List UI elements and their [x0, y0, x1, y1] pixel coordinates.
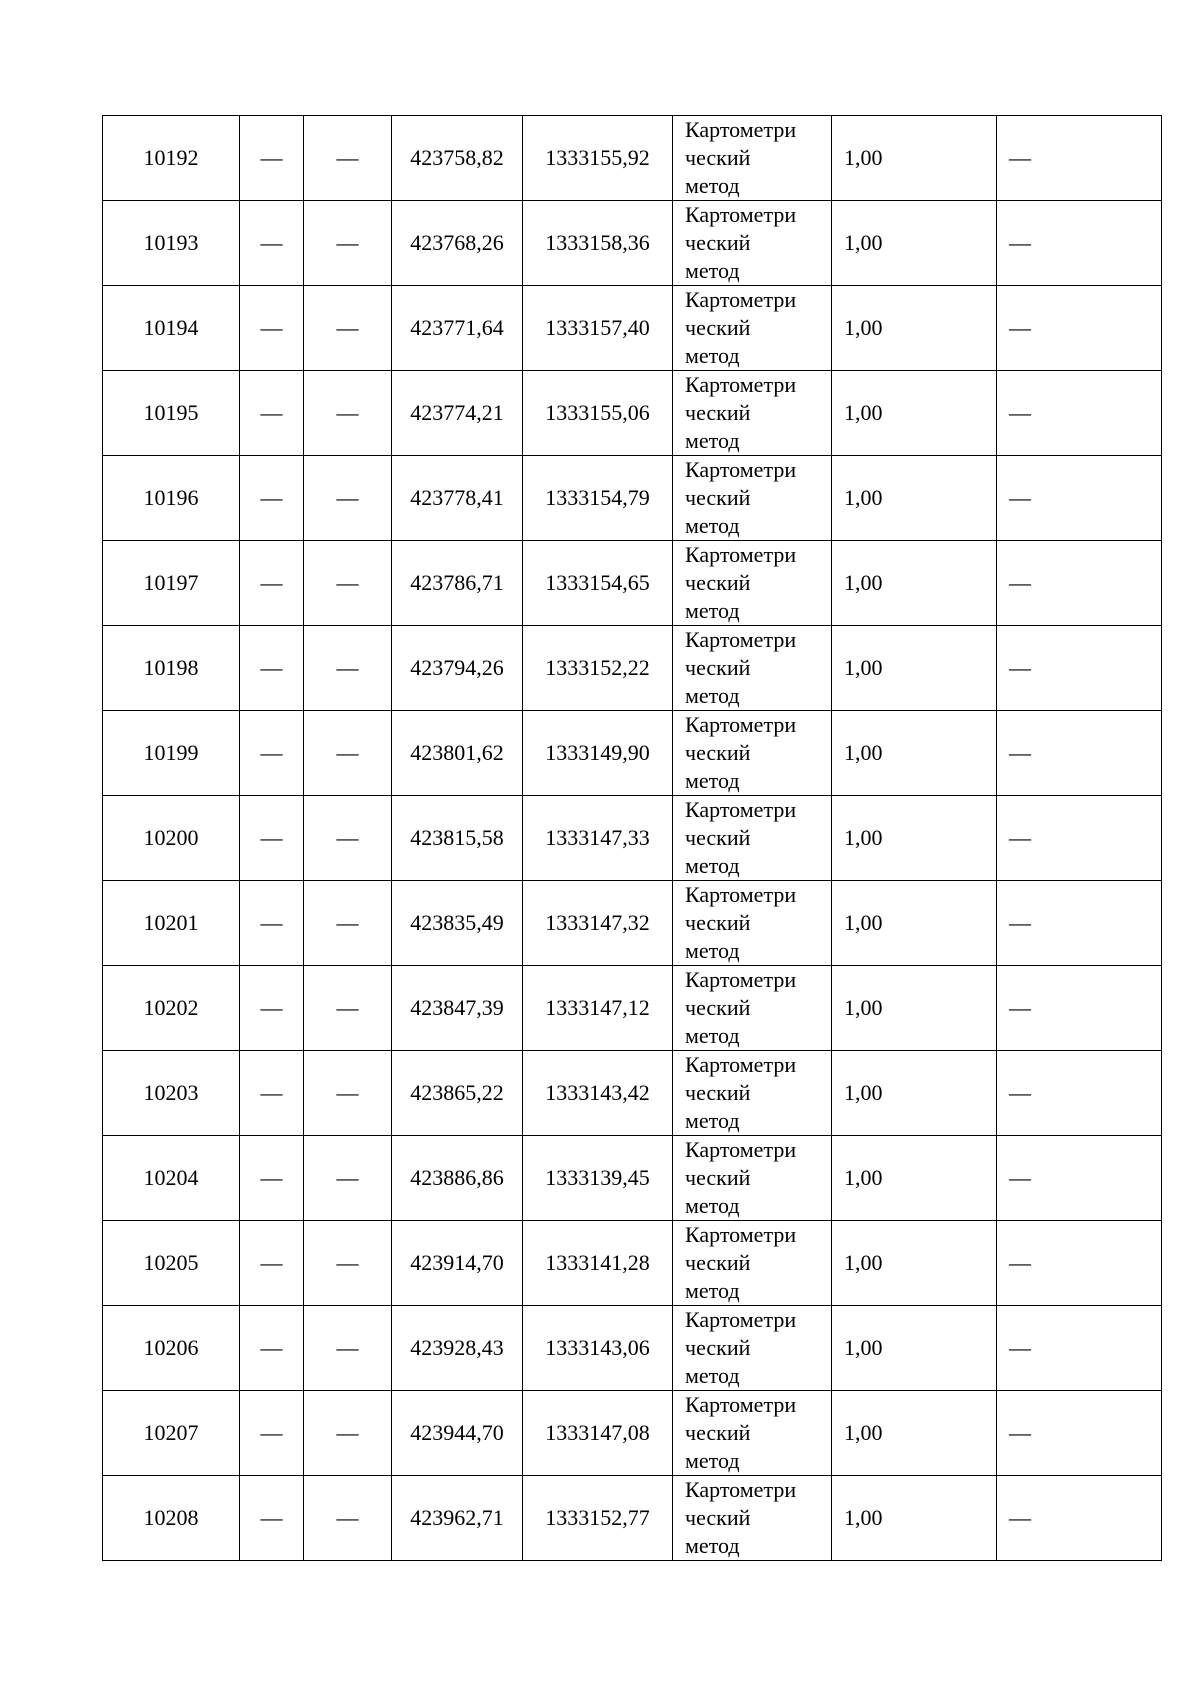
- method-text-line: Картометри: [685, 372, 797, 397]
- x-coordinate: 423835,49: [392, 881, 523, 966]
- method-text-line: Картометри: [685, 1392, 797, 1417]
- point-number: 10199: [103, 711, 240, 796]
- x-coordinate: 423778,41: [392, 456, 523, 541]
- method-cell: [673, 1306, 832, 1391]
- empty-description-cell: —: [997, 1051, 1162, 1136]
- table-row: [103, 541, 1162, 626]
- method-text-line: метод: [685, 173, 740, 198]
- table-row: [103, 116, 1162, 201]
- empty-x-old-cell: —: [240, 796, 304, 881]
- coordinates-table-container: [102, 115, 1162, 1561]
- point-number: 10196: [103, 456, 240, 541]
- empty-y-old-cell: —: [304, 1221, 392, 1306]
- method-text-line: ческий: [685, 1250, 751, 1275]
- table-row: [103, 286, 1162, 371]
- method-text-line: метод: [685, 343, 740, 368]
- method-text-line: ческий: [685, 740, 751, 765]
- method-cell: [673, 371, 832, 456]
- empty-y-old-cell: —: [304, 456, 392, 541]
- empty-x-old-cell: —: [240, 286, 304, 371]
- method-text-line: метод: [685, 1533, 740, 1558]
- method-cell: [673, 201, 832, 286]
- method-text-line: Картометри: [685, 202, 797, 227]
- y-coordinate: 1333147,33: [523, 796, 673, 881]
- y-coordinate: 1333147,08: [523, 1391, 673, 1476]
- empty-description-cell: —: [997, 626, 1162, 711]
- method-text-line: метод: [685, 683, 740, 708]
- empty-x-old-cell: —: [240, 456, 304, 541]
- empty-description-cell: —: [997, 881, 1162, 966]
- accuracy-value: 1,00: [832, 1476, 997, 1561]
- table-row: [103, 881, 1162, 966]
- method-text-line: метод: [685, 1363, 740, 1388]
- empty-x-old-cell: —: [240, 1051, 304, 1136]
- method-text-line: метод: [685, 768, 740, 793]
- accuracy-value: 1,00: [832, 1221, 997, 1306]
- method-text-line: метод: [685, 1448, 740, 1473]
- method-text-line: Картометри: [685, 1307, 797, 1332]
- method-text-line: ческий: [685, 145, 751, 170]
- x-coordinate: 423944,70: [392, 1391, 523, 1476]
- y-coordinate: 1333152,77: [523, 1476, 673, 1561]
- accuracy-value: 1,00: [832, 286, 997, 371]
- method-text-line: Картометри: [685, 1137, 797, 1162]
- empty-x-old-cell: —: [240, 541, 304, 626]
- method-cell: [673, 796, 832, 881]
- method-cell: [673, 881, 832, 966]
- point-number: 10193: [103, 201, 240, 286]
- method-text-line: ческий: [685, 315, 751, 340]
- coordinates-table: [102, 115, 1162, 1561]
- point-number: 10204: [103, 1136, 240, 1221]
- table-row: [103, 796, 1162, 881]
- x-coordinate: 423914,70: [392, 1221, 523, 1306]
- y-coordinate: 1333155,92: [523, 116, 673, 201]
- y-coordinate: 1333147,32: [523, 881, 673, 966]
- empty-y-old-cell: —: [304, 1306, 392, 1391]
- x-coordinate: 423847,39: [392, 966, 523, 1051]
- empty-description-cell: —: [997, 456, 1162, 541]
- method-text-line: Картометри: [685, 542, 797, 567]
- x-coordinate: 423928,43: [392, 1306, 523, 1391]
- table-row: [103, 1221, 1162, 1306]
- method-text-line: Картометри: [685, 797, 797, 822]
- y-coordinate: 1333154,79: [523, 456, 673, 541]
- accuracy-value: 1,00: [832, 881, 997, 966]
- method-text-line: метод: [685, 428, 740, 453]
- table-row: [103, 1476, 1162, 1561]
- method-cell: [673, 1136, 832, 1221]
- empty-y-old-cell: —: [304, 796, 392, 881]
- method-text-line: метод: [685, 853, 740, 878]
- method-text-line: метод: [685, 1278, 740, 1303]
- point-number: 10208: [103, 1476, 240, 1561]
- empty-y-old-cell: —: [304, 1476, 392, 1561]
- empty-description-cell: —: [997, 1476, 1162, 1561]
- table-row: [103, 371, 1162, 456]
- empty-x-old-cell: —: [240, 881, 304, 966]
- method-cell: [673, 286, 832, 371]
- table-row: [103, 711, 1162, 796]
- empty-y-old-cell: —: [304, 541, 392, 626]
- x-coordinate: 423886,86: [392, 1136, 523, 1221]
- point-number: 10198: [103, 626, 240, 711]
- empty-x-old-cell: —: [240, 1306, 304, 1391]
- point-number: 10202: [103, 966, 240, 1051]
- method-text-line: метод: [685, 258, 740, 283]
- empty-description-cell: —: [997, 1306, 1162, 1391]
- method-text-line: Картометри: [685, 287, 797, 312]
- method-text-line: метод: [685, 1108, 740, 1133]
- method-cell: [673, 966, 832, 1051]
- x-coordinate: 423758,82: [392, 116, 523, 201]
- point-number: 10206: [103, 1306, 240, 1391]
- method-text-line: Картометри: [685, 627, 797, 652]
- x-coordinate: 423786,71: [392, 541, 523, 626]
- method-text-line: ческий: [685, 1165, 751, 1190]
- point-number: 10201: [103, 881, 240, 966]
- y-coordinate: 1333154,65: [523, 541, 673, 626]
- accuracy-value: 1,00: [832, 1136, 997, 1221]
- point-number: 10203: [103, 1051, 240, 1136]
- method-text-line: ческий: [685, 1335, 751, 1360]
- accuracy-value: 1,00: [832, 796, 997, 881]
- y-coordinate: 1333143,42: [523, 1051, 673, 1136]
- table-row: [103, 1391, 1162, 1476]
- table-row: [103, 966, 1162, 1051]
- x-coordinate: 423815,58: [392, 796, 523, 881]
- table-row: [103, 1136, 1162, 1221]
- empty-y-old-cell: —: [304, 966, 392, 1051]
- method-text-line: ческий: [685, 1080, 751, 1105]
- point-number: 10200: [103, 796, 240, 881]
- table-row: [103, 456, 1162, 541]
- table-row: [103, 1051, 1162, 1136]
- empty-description-cell: —: [997, 1221, 1162, 1306]
- y-coordinate: 1333141,28: [523, 1221, 673, 1306]
- empty-description-cell: —: [997, 966, 1162, 1051]
- empty-y-old-cell: —: [304, 286, 392, 371]
- point-number: 10195: [103, 371, 240, 456]
- method-text-line: ческий: [685, 400, 751, 425]
- point-number: 10192: [103, 116, 240, 201]
- empty-y-old-cell: —: [304, 626, 392, 711]
- x-coordinate: 423865,22: [392, 1051, 523, 1136]
- empty-x-old-cell: —: [240, 711, 304, 796]
- empty-x-old-cell: —: [240, 626, 304, 711]
- empty-x-old-cell: —: [240, 966, 304, 1051]
- empty-y-old-cell: —: [304, 1136, 392, 1221]
- empty-description-cell: —: [997, 541, 1162, 626]
- empty-y-old-cell: —: [304, 711, 392, 796]
- method-text-line: ческий: [685, 485, 751, 510]
- method-text-line: ческий: [685, 570, 751, 595]
- point-number: 10197: [103, 541, 240, 626]
- accuracy-value: 1,00: [832, 1391, 997, 1476]
- accuracy-value: 1,00: [832, 966, 997, 1051]
- point-number: 10205: [103, 1221, 240, 1306]
- accuracy-value: 1,00: [832, 116, 997, 201]
- empty-y-old-cell: —: [304, 881, 392, 966]
- accuracy-value: 1,00: [832, 711, 997, 796]
- x-coordinate: 423774,21: [392, 371, 523, 456]
- method-cell: [673, 116, 832, 201]
- method-text-line: метод: [685, 1023, 740, 1048]
- empty-x-old-cell: —: [240, 201, 304, 286]
- method-text-line: Картометри: [685, 117, 797, 142]
- empty-y-old-cell: —: [304, 201, 392, 286]
- y-coordinate: 1333147,12: [523, 966, 673, 1051]
- method-cell: [673, 1476, 832, 1561]
- y-coordinate: 1333149,90: [523, 711, 673, 796]
- x-coordinate: 423794,26: [392, 626, 523, 711]
- empty-description-cell: —: [997, 1136, 1162, 1221]
- accuracy-value: 1,00: [832, 541, 997, 626]
- method-text-line: метод: [685, 1193, 740, 1218]
- method-text-line: метод: [685, 513, 740, 538]
- method-text-line: Картометри: [685, 1052, 797, 1077]
- empty-description-cell: —: [997, 201, 1162, 286]
- table-body: [103, 116, 1162, 1561]
- method-cell: [673, 456, 832, 541]
- empty-y-old-cell: —: [304, 371, 392, 456]
- method-cell: [673, 1391, 832, 1476]
- accuracy-value: 1,00: [832, 626, 997, 711]
- empty-x-old-cell: —: [240, 116, 304, 201]
- method-text-line: Картометри: [685, 967, 797, 992]
- x-coordinate: 423768,26: [392, 201, 523, 286]
- point-number: 10207: [103, 1391, 240, 1476]
- table-row: [103, 201, 1162, 286]
- accuracy-value: 1,00: [832, 1051, 997, 1136]
- table-row: [103, 626, 1162, 711]
- accuracy-value: 1,00: [832, 371, 997, 456]
- empty-x-old-cell: —: [240, 1476, 304, 1561]
- method-text-line: Картометри: [685, 1477, 797, 1502]
- method-text-line: ческий: [685, 825, 751, 850]
- method-text-line: ческий: [685, 1420, 751, 1445]
- table-row: [103, 1306, 1162, 1391]
- point-number: 10194: [103, 286, 240, 371]
- empty-x-old-cell: —: [240, 1391, 304, 1476]
- empty-x-old-cell: —: [240, 371, 304, 456]
- method-cell: [673, 626, 832, 711]
- method-text-line: ческий: [685, 230, 751, 255]
- method-text-line: Картометри: [685, 712, 797, 737]
- empty-x-old-cell: —: [240, 1136, 304, 1221]
- method-cell: [673, 541, 832, 626]
- method-text-line: ческий: [685, 655, 751, 680]
- y-coordinate: 1333143,06: [523, 1306, 673, 1391]
- accuracy-value: 1,00: [832, 1306, 997, 1391]
- x-coordinate: 423962,71: [392, 1476, 523, 1561]
- empty-description-cell: —: [997, 711, 1162, 796]
- method-text-line: Картометри: [685, 457, 797, 482]
- method-cell: [673, 1221, 832, 1306]
- empty-y-old-cell: —: [304, 1051, 392, 1136]
- empty-description-cell: —: [997, 116, 1162, 201]
- y-coordinate: 1333139,45: [523, 1136, 673, 1221]
- method-text-line: ческий: [685, 1505, 751, 1530]
- empty-x-old-cell: —: [240, 1221, 304, 1306]
- empty-y-old-cell: —: [304, 116, 392, 201]
- y-coordinate: 1333152,22: [523, 626, 673, 711]
- method-text-line: Картометри: [685, 1222, 797, 1247]
- method-text-line: метод: [685, 938, 740, 963]
- empty-description-cell: —: [997, 796, 1162, 881]
- empty-description-cell: —: [997, 1391, 1162, 1476]
- method-text-line: ческий: [685, 995, 751, 1020]
- method-text-line: метод: [685, 598, 740, 623]
- accuracy-value: 1,00: [832, 201, 997, 286]
- method-cell: [673, 1051, 832, 1136]
- method-text-line: Картометри: [685, 882, 797, 907]
- method-text-line: ческий: [685, 910, 751, 935]
- accuracy-value: 1,00: [832, 456, 997, 541]
- empty-y-old-cell: —: [304, 1391, 392, 1476]
- y-coordinate: 1333158,36: [523, 201, 673, 286]
- y-coordinate: 1333157,40: [523, 286, 673, 371]
- empty-description-cell: —: [997, 371, 1162, 456]
- x-coordinate: 423801,62: [392, 711, 523, 796]
- method-cell: [673, 711, 832, 796]
- empty-description-cell: —: [997, 286, 1162, 371]
- x-coordinate: 423771,64: [392, 286, 523, 371]
- y-coordinate: 1333155,06: [523, 371, 673, 456]
